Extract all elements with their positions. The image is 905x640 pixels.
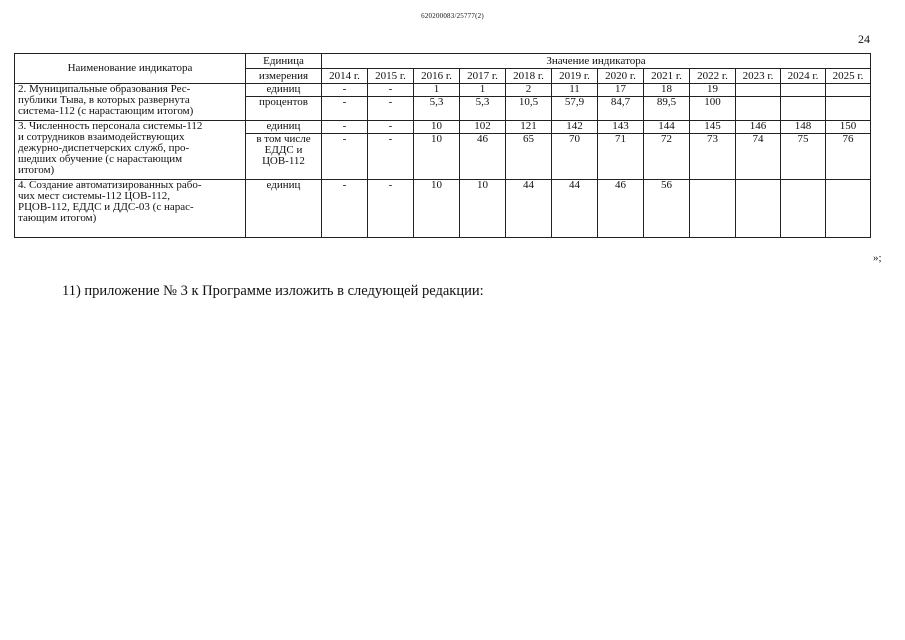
value-cell: 89,5 bbox=[644, 97, 690, 121]
table-row bbox=[15, 121, 871, 134]
value-cell: - bbox=[368, 121, 414, 134]
value-cell bbox=[826, 97, 871, 121]
value-cell: 75 bbox=[781, 134, 826, 180]
value-cell: 5,3 bbox=[414, 97, 460, 121]
year-header: 2022 г. bbox=[690, 69, 736, 84]
indicator-name-cell bbox=[15, 180, 246, 238]
value-cell: 44 bbox=[552, 180, 598, 238]
unit-cell: единиц bbox=[246, 84, 322, 97]
unit-cell: процентов bbox=[246, 97, 322, 121]
value-cell: 143 bbox=[598, 121, 644, 134]
unit-cell: единиц bbox=[246, 180, 322, 238]
year-header: 2024 г. bbox=[781, 69, 826, 84]
year-header: 2017 г. bbox=[460, 69, 506, 84]
value-cell: 65 bbox=[506, 134, 552, 180]
year-header: 2018 г. bbox=[506, 69, 552, 84]
indicator-name-line: итогом) bbox=[18, 164, 55, 176]
value-cell: 146 bbox=[736, 121, 781, 134]
value-cell bbox=[736, 84, 781, 97]
unit-line: ЦОВ-112 bbox=[262, 155, 305, 167]
value-cell: 19 bbox=[690, 84, 736, 97]
value-cell bbox=[736, 97, 781, 121]
value-cell: - bbox=[322, 180, 368, 238]
value-cell: 100 bbox=[690, 97, 736, 121]
value-cell: 10 bbox=[460, 180, 506, 238]
value-cell: 144 bbox=[644, 121, 690, 134]
value-cell: 150 bbox=[826, 121, 871, 134]
indicator-name-cell bbox=[15, 121, 246, 180]
unit-cell: единиц bbox=[246, 121, 322, 134]
indicator-name-line: дежурно-диспетчерских служб, про- bbox=[18, 142, 190, 154]
year-header: 2019 г. bbox=[552, 69, 598, 84]
value-cell: 71 bbox=[598, 134, 644, 180]
indicator-name-line: и сотрудников взаимодействующих bbox=[18, 131, 185, 143]
value-cell: 5,3 bbox=[460, 97, 506, 121]
value-cell: 148 bbox=[781, 121, 826, 134]
value-cell: 18 bbox=[644, 84, 690, 97]
value-cell: 72 bbox=[644, 134, 690, 180]
unit-line: в том числе bbox=[256, 133, 311, 145]
value-cell bbox=[781, 97, 826, 121]
value-cell: 56 bbox=[644, 180, 690, 238]
indicator-name-line: 3. Численность персонала системы-112 bbox=[18, 120, 203, 132]
value-cell bbox=[781, 84, 826, 97]
value-cell: 142 bbox=[552, 121, 598, 134]
indicator-name-line: система-112 (с нарастающим итогом) bbox=[18, 105, 194, 117]
value-cell: - bbox=[322, 97, 368, 121]
value-cell: 1 bbox=[414, 84, 460, 97]
value-cell bbox=[826, 180, 871, 238]
value-cell: - bbox=[322, 84, 368, 97]
indicator-name-line: 2. Муниципальные образования Рес- bbox=[18, 83, 191, 95]
indicator-name-line: РЦОВ-112, ЕДДС и ДДС-03 (с нарас- bbox=[18, 201, 194, 213]
value-cell bbox=[826, 84, 871, 97]
value-cell bbox=[690, 180, 736, 238]
unit-line: ЕДДС и bbox=[264, 144, 303, 156]
page-number: 24 bbox=[858, 32, 870, 46]
value-cell: 74 bbox=[736, 134, 781, 180]
indicator-name-line: 4. Создание автоматизированных рабо- bbox=[18, 179, 202, 191]
value-cell: 10 bbox=[414, 121, 460, 134]
value-cell: 70 bbox=[552, 134, 598, 180]
document-id: 620200083/25777(2) bbox=[421, 12, 484, 20]
value-cell: 145 bbox=[690, 121, 736, 134]
value-cell: 44 bbox=[506, 180, 552, 238]
value-cell: 17 bbox=[598, 84, 644, 97]
header-indicator-values: Значение индикатора bbox=[322, 54, 871, 69]
value-cell: 10,5 bbox=[506, 97, 552, 121]
value-cell: 2 bbox=[506, 84, 552, 97]
value-cell: - bbox=[322, 121, 368, 134]
indicator-table bbox=[14, 53, 871, 238]
value-cell: 10 bbox=[414, 180, 460, 238]
value-cell: - bbox=[368, 180, 414, 238]
value-cell: 102 bbox=[460, 121, 506, 134]
value-cell: - bbox=[368, 97, 414, 121]
header-unit-line1: Единица bbox=[246, 54, 322, 69]
value-cell: 11 bbox=[552, 84, 598, 97]
header-unit-line2: измерения bbox=[246, 69, 322, 84]
year-header: 2023 г. bbox=[736, 69, 781, 84]
year-header: 2020 г. bbox=[598, 69, 644, 84]
value-cell: - bbox=[368, 134, 414, 180]
table-row bbox=[15, 180, 871, 238]
table-row bbox=[15, 84, 871, 97]
closing-quote-mark: »; bbox=[873, 252, 882, 264]
value-cell: - bbox=[322, 134, 368, 180]
value-cell: 46 bbox=[460, 134, 506, 180]
value-cell: 46 bbox=[598, 180, 644, 238]
indicator-name-line: тающим итогом) bbox=[18, 212, 97, 224]
year-header: 2021 г. bbox=[644, 69, 690, 84]
value-cell: 10 bbox=[414, 134, 460, 180]
value-cell: 84,7 bbox=[598, 97, 644, 121]
year-header: 2014 г. bbox=[322, 69, 368, 84]
indicator-name-line: чих мест системы-112 ЦОВ-112, bbox=[18, 190, 171, 202]
year-header: 2025 г. bbox=[826, 69, 871, 84]
value-cell: 121 bbox=[506, 121, 552, 134]
value-cell: - bbox=[368, 84, 414, 97]
amendment-paragraph: 11) приложение № 3 к Программе изложить в следующей редакции: bbox=[62, 283, 484, 299]
indicator-name-line: шедших обучение (с нарастающим bbox=[18, 153, 183, 165]
value-cell bbox=[736, 180, 781, 238]
year-header: 2015 г. bbox=[368, 69, 414, 84]
unit-cell bbox=[246, 134, 322, 180]
year-header: 2016 г. bbox=[414, 69, 460, 84]
value-cell: 76 bbox=[826, 134, 871, 180]
value-cell: 1 bbox=[460, 84, 506, 97]
indicator-name-line: публики Тыва, в которых развернута bbox=[18, 94, 190, 106]
indicator-name-cell bbox=[15, 84, 246, 121]
header-indicator-name: Наименование индикатора bbox=[15, 54, 246, 84]
value-cell bbox=[781, 180, 826, 238]
value-cell: 73 bbox=[690, 134, 736, 180]
value-cell: 57,9 bbox=[552, 97, 598, 121]
